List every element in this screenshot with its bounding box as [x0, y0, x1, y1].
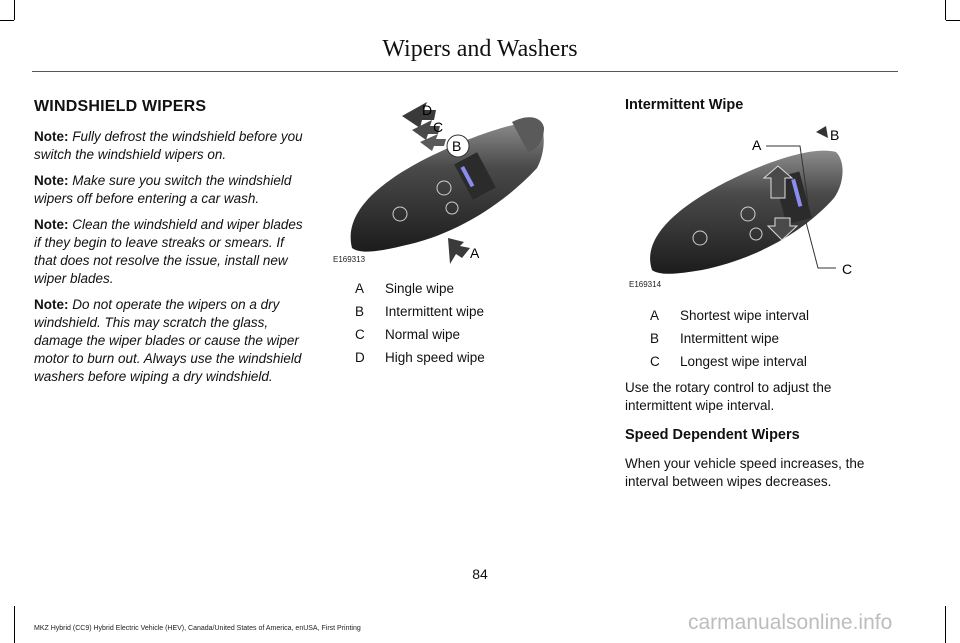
legend-label: Longest wipe interval: [680, 354, 807, 369]
stalk-body: [351, 122, 544, 252]
note: [34, 216, 306, 288]
note-text: Make sure you switch the windshield wipers off before entering a car wash.: [34, 173, 292, 206]
rotary-control-illustration: [630, 122, 853, 282]
crop-mark: [945, 606, 946, 643]
legend-row: [650, 354, 809, 377]
page-title: Wipers and Washers: [382, 36, 578, 62]
rotary-control-figure: [630, 122, 853, 282]
legend-label: Normal wipe: [385, 327, 461, 342]
figure-id: E169313: [333, 255, 366, 264]
stalk-body: [650, 151, 842, 274]
callout-a: A: [470, 245, 480, 261]
note: [34, 296, 306, 386]
speed-dependent-text: When your vehicle speed increases, the interval between wipes decreases.: [625, 456, 865, 489]
page-number: 84: [472, 566, 488, 582]
legend-row: [355, 304, 485, 327]
header-rule: [32, 71, 898, 72]
note-text: Do not operate the wipers on a dry windshield. This may scratch the glass, damage the wiper blades or cause the wiper motor to burn out. Always use the windshield washers before wiping a dry windshield.: [34, 297, 302, 384]
note-label: Note:: [34, 217, 69, 232]
note-text: Clean the windshield and wiper blades if they begin to leave streaks or smears. If that does not resolve the issue, install new wiper blades.: [34, 217, 303, 286]
callout-c: C: [842, 261, 853, 277]
figure-id: E169314: [629, 280, 662, 289]
crop-mark: [14, 606, 15, 643]
arrow-down-icon: [448, 238, 470, 264]
legend-key: A: [650, 308, 660, 323]
section-heading: WINDSHIELD WIPERS: [34, 98, 207, 115]
legend-row: [355, 350, 485, 373]
figure1-legend: [355, 281, 485, 373]
legend-label: Single wipe: [385, 281, 455, 296]
callout-c: C: [433, 119, 444, 135]
legend-key: C: [650, 354, 660, 369]
crop-mark: [0, 20, 14, 21]
legend-key: B: [355, 304, 365, 319]
footer-text: MKZ Hybrid (CC9) Hybrid Electric Vehicle (HEV), Canada/United States of America, enUSA, First Printing: [34, 625, 361, 632]
callout-a: A: [752, 137, 762, 153]
callout-d: D: [422, 102, 433, 118]
note-label: Note:: [34, 297, 69, 312]
arrow-up-icon: [816, 126, 828, 138]
legend-label: Intermittent wipe: [680, 331, 780, 346]
legend-label: Shortest wipe interval: [680, 308, 810, 323]
crop-mark: [945, 0, 946, 20]
legend-row: [355, 327, 485, 350]
callout-b: B: [830, 127, 840, 143]
left-column: [34, 98, 306, 394]
legend-key: D: [355, 350, 365, 365]
callout-b: B: [452, 138, 462, 154]
legend-label: Intermittent wipe: [385, 304, 485, 319]
rotary-instructions: Use the rotary control to adjust the intermittent wipe interval.: [625, 380, 832, 413]
wiper-stalk-illustration: [332, 96, 552, 266]
note: [34, 128, 306, 164]
figure2-legend: [650, 308, 809, 377]
legend-label: High speed wipe: [385, 350, 485, 365]
legend-key: A: [355, 281, 365, 296]
right-column-heading-wrap: [625, 97, 895, 113]
watermark: carmanualsonline.info: [688, 611, 893, 634]
legend-key: C: [355, 327, 365, 342]
crop-mark: [946, 20, 960, 21]
callout-line: [806, 222, 836, 268]
note-label: Note:: [34, 129, 69, 144]
speed-dependent-heading: Speed Dependent Wipers: [625, 427, 800, 443]
intermittent-wipe-heading: Intermittent Wipe: [625, 97, 744, 113]
note: [34, 172, 306, 208]
crop-mark: [14, 0, 15, 20]
right-column-body: [625, 379, 895, 491]
legend-row: [650, 331, 809, 354]
note-text: Fully defrost the windshield before you switch the windshield wipers on.: [34, 129, 303, 162]
note-label: Note:: [34, 173, 69, 188]
legend-row: [355, 281, 485, 304]
wiper-stalk-figure: [332, 96, 552, 266]
legend-key: B: [650, 331, 660, 346]
legend-row: [650, 308, 809, 331]
